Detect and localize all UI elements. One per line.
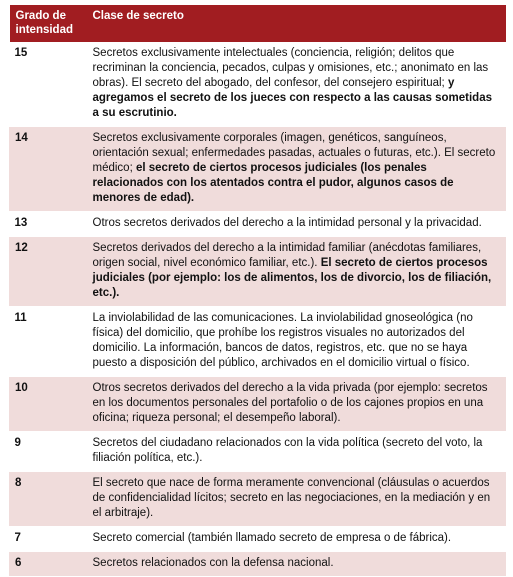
header-row bbox=[10, 5, 506, 42]
grade-cell: 10 bbox=[10, 377, 89, 432]
table-row bbox=[10, 127, 506, 212]
table-row bbox=[10, 527, 506, 552]
grade-cell: 11 bbox=[10, 307, 89, 377]
grade-cell: 7 bbox=[10, 527, 89, 552]
description-text: Secretos exclusivamente intelectuales (conciencia, religión; delitos que recriminan la conciencia, pecados, culpas y omisiones, etc.; anonimato en las obras). El secreto del abogado, del confesor, del consejero espiritual; bbox=[92, 47, 489, 89]
description-text: Secretos relacionados con la defensa nacional. bbox=[92, 557, 334, 569]
description-cell bbox=[89, 212, 506, 237]
table-body bbox=[10, 42, 506, 577]
description-cell bbox=[89, 237, 506, 307]
description-text: Secretos derivados del derecho a la intimidad familiar (anécdotas familiares, origen social, nivel económico familiar, etc.). bbox=[92, 242, 482, 269]
description-text: El secreto que nace de forma meramente convencional (cláusulas o acuerdos de confidencialidad lícitos; secreto en las negociaciones, en la mediación y en el arbitraje). bbox=[92, 477, 491, 519]
description-cell bbox=[89, 432, 506, 472]
table-header bbox=[10, 5, 506, 42]
grade-cell: 12 bbox=[10, 237, 89, 307]
table-row bbox=[10, 552, 506, 577]
description-text: Secretos exclusivamente corporales (imagen, genéticos, sanguíneos, orientación sexual; enfermedades pasadas, actuales o futuras, etc.). El secreto médico; bbox=[92, 132, 496, 174]
description-text: Otros secretos derivados del derecho a la vida privada (por ejemplo: secretos en los documentos personales del portafolio o de los cajones propios en una oficina; riqueza personal; el desempeño laboral). bbox=[92, 382, 488, 424]
description-text: Otros secretos derivados del derecho a la intimidad personal y la privacidad. bbox=[92, 217, 482, 229]
table-row bbox=[10, 472, 506, 527]
grade-cell: 15 bbox=[10, 42, 89, 127]
description-cell bbox=[89, 472, 506, 527]
grade-cell: 14 bbox=[10, 127, 89, 212]
secrets-table-container bbox=[9, 5, 505, 577]
description-bold-text: el secreto de ciertos procesos judiciales (los penales relacionados con los atentados contra el pudor, algunos casos de menores de edad). bbox=[92, 162, 454, 204]
description-cell bbox=[89, 127, 506, 212]
grade-cell: 6 bbox=[10, 552, 89, 577]
description-text: Secreto comercial (también llamado secreto de empresa o de fábrica). bbox=[92, 532, 452, 544]
table-row bbox=[10, 212, 506, 237]
description-text: La inviolabilidad de las comunicaciones. La inviolabilidad gnoseológica (no física) del domicilio, que prohíbe los registros visuales no autorizados del domicilio. La información, bancos de datos, registros, etc. que no se haya puesto a disposición del público, archivados en el domicilio virtual o físico. bbox=[92, 312, 473, 369]
secrets-intensity-table bbox=[9, 5, 506, 577]
description-cell bbox=[89, 552, 506, 577]
description-cell bbox=[89, 377, 506, 432]
header-grade: Grado de intensidad bbox=[10, 5, 89, 42]
description-cell bbox=[89, 527, 506, 552]
table-row bbox=[10, 42, 506, 127]
grade-cell: 9 bbox=[10, 432, 89, 472]
table-row bbox=[10, 237, 506, 307]
table-row bbox=[10, 432, 506, 472]
description-cell bbox=[89, 307, 506, 377]
header-class: Clase de secreto bbox=[89, 5, 506, 42]
grade-cell: 8 bbox=[10, 472, 89, 527]
description-text: Secretos del ciudadano relacionados con la vida política (secreto del voto, la filiación política, etc.). bbox=[92, 437, 483, 464]
description-cell bbox=[89, 42, 506, 127]
grade-cell: 13 bbox=[10, 212, 89, 237]
table-row bbox=[10, 307, 506, 377]
description-bold-text: El secreto de ciertos procesos judiciales (por ejemplo: los de alimentos, los de divorcio, los de filiación, etc.). bbox=[92, 257, 492, 299]
description-bold-text: y agregamos el secreto de los jueces con respecto a las causas sometidas a su escrutinio. bbox=[92, 77, 492, 119]
table-row bbox=[10, 377, 506, 432]
